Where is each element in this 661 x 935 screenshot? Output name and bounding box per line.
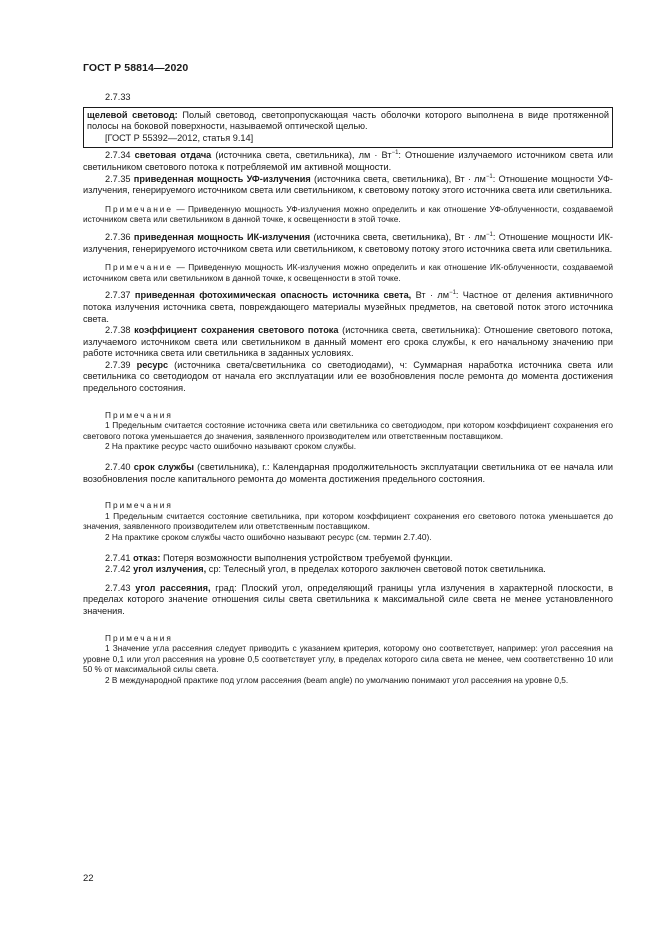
term-unit: (источника света, светильника), Вт · лм [310,231,487,242]
term-definition: град: Плоский угол, определяющий границы угла излучения в характерной плоскости, в пределах которого значение отношения силы света светильника к максимальной силе света не менее установленного значения. [83,582,613,616]
unit-exponent: −1 [486,231,493,238]
term-title: угол излучения, [133,564,207,575]
term-2-7-38 [83,325,613,360]
notes-heading-2-7-40: Примечания [105,500,173,511]
note-label: Примечание [105,203,174,214]
term-2-7-39 [83,360,613,395]
term-definition: : Отношение излучаемого источником света или светильником светового потока к потребляемой им активной мощности. [83,150,613,172]
term-definition: (светильника), г.: Календарная продолжительность эксплуатации светильника от ее начала или возобновления после капитального ремонта до момента достижения предельного состояния. [83,462,613,484]
term-definition: Полый световод, светопропускающая часть оболочки которого выполнена в виде протяженной полосы на боковой поверхности, называемой оптической щелью. [87,109,609,132]
unit-exponent: −1 [485,173,493,180]
term-number: 2.7.36 [105,231,131,242]
term-title: отказ: [133,552,161,563]
term-definition: : Отношение мощности ИК-излучения, генерируемого источником света или светильником, к световому потоку этого источника света или светильника. [83,231,613,254]
note-item-2-7-39-1: 1 Предельным считается состояние источника света или светильника со светодиодом, при котором коэффициент сохранения его светового потока уменьшается до значения, заявленного производителем или ответственным поставщиком. [83,420,613,441]
note-2-7-36 [83,262,613,283]
term-source: [ГОСТ Р 55392—2012, статья 9.14] [105,132,254,143]
note-item-2-7-40-2: 2 На практике сроком службы часто ошибочно называют ресурс (см. термин 2.7.40). [105,532,432,542]
page-number: 22 [83,873,94,884]
note-item-2-7-40-1: 1 Предельным считается состояние светильника, при котором коэффициент сохранения его светового потока уменьшается до значения, заявленного производителем или ответственным поставщиком. [83,510,613,532]
term-2-7-40 [83,462,613,485]
term-title: угол рассеяния, [135,582,211,593]
term-definition: : Отношение мощности УФ-излучения, генерируемого источником света или светильником, к световому потоку этого источника света или светильника. [83,173,613,196]
term-definition: ср: Телесный угол, в пределах которого заключен световой поток светильника. [206,564,546,575]
term-number: 2.7.39 [105,359,131,370]
term-title: световая отдача [134,150,212,161]
term-number: 2.7.43 [105,582,131,593]
note-item-2-7-43-2: 2 В международной практике под углом рассеяния (beam angle) по умолчанию понимают угол рассеяния на уровне 0,5. [105,674,569,685]
unit-exponent: −1 [391,150,399,157]
note-item-2-7-43-1: 1 Значение угла рассеяния следует приводить с указанием критерия, которому оно соответствует, например: угол рассеяния на уровне 0,1 или угол рассеяния на уровне 0,5 соответствует углу, в пределах которого сила света не менее, чем соответственно 10 или 50 % от максимальной силы света. [83,643,613,675]
note-text: — Приведенную мощность УФ-излучения можно определить и как отношение УФ-облученности, создаваемой источником света или светильником в данной точке, к освещенности в этой точке. [83,203,613,225]
term-2-7-37 [83,290,613,325]
term-2-7-36 [83,232,613,255]
note-label: Примечание [105,262,174,273]
term-number: 2.7.34 [105,150,131,161]
term-definition: Потеря возможности выполнения устройством требуемой функции. [160,552,453,563]
term-2-7-42 [83,564,613,576]
term-box-2-7-33 [83,107,613,149]
unit-exponent: −1 [449,290,456,297]
term-title: ресурс [136,359,169,370]
term-unit: Вт · лм [411,290,450,301]
term-number: 2.7.38 [105,325,131,336]
term-2-7-33 [87,110,609,133]
term-2-7-34 [83,150,613,173]
notes-heading-2-7-39: Примечания [105,409,173,420]
term-2-7-35 [83,174,613,197]
term-unit: (источника света, светильника), Вт · лм [310,173,486,184]
term-definition: (источника света/светильника со светодиодами), ч: Суммарная наработка источника света или светильника со светодиодом от начала его эксплуатации или ее возобновления после ремонта до момента достижения предельного состояния. [83,359,613,394]
term-2-7-41 [83,553,613,565]
document-body [83,92,613,686]
term-title: щелевой световод: [87,109,178,120]
term-number: 2.7.40 [105,462,131,473]
term-title: коэффициент сохранения светового потока [134,325,339,336]
term-2-7-43 [83,583,613,618]
term-title: приведенная фотохимическая опасность источника света, [134,290,412,301]
note-item-2-7-39-2: 2 На практике ресурс часто ошибочно называют сроком службы. [105,441,357,452]
term-number: 2.7.35 [105,173,131,184]
term-number-2-7-33: 2.7.33 [105,92,131,102]
term-unit: (источника света, светильника), лм · Вт [211,150,392,161]
term-number: 2.7.42 [105,564,131,575]
term-definition: : Частное от деления активничного потока излучения источника света, повреждающего материалы музейных предметов, на световой поток этого источника света. [83,290,613,324]
notes-heading-2-7-43: Примечания [105,632,173,643]
note-text: — Приведенную мощность ИК-излучения можно определить и как отношение ИК-облученности, создаваемой источником света или светильником в данной точке, к освещенности в этой точке. [83,262,613,283]
note-2-7-35 [83,204,613,225]
term-title: приведенная мощность ИК-излучения [133,231,311,242]
term-number: 2.7.37 [105,290,131,301]
term-definition: (источника света, светильника): Отношение светового потока, излучаемого источником света или светильником в данный момент его срока службы, к его начальному значению при работе источника света или светильника в заданных условиях. [83,325,613,359]
document-header: ГОСТ Р 58814—2020 [83,62,189,74]
term-number: 2.7.41 [105,552,131,563]
term-title: приведенная мощность УФ-излучения [133,173,311,184]
term-title: срок службы [133,462,194,473]
